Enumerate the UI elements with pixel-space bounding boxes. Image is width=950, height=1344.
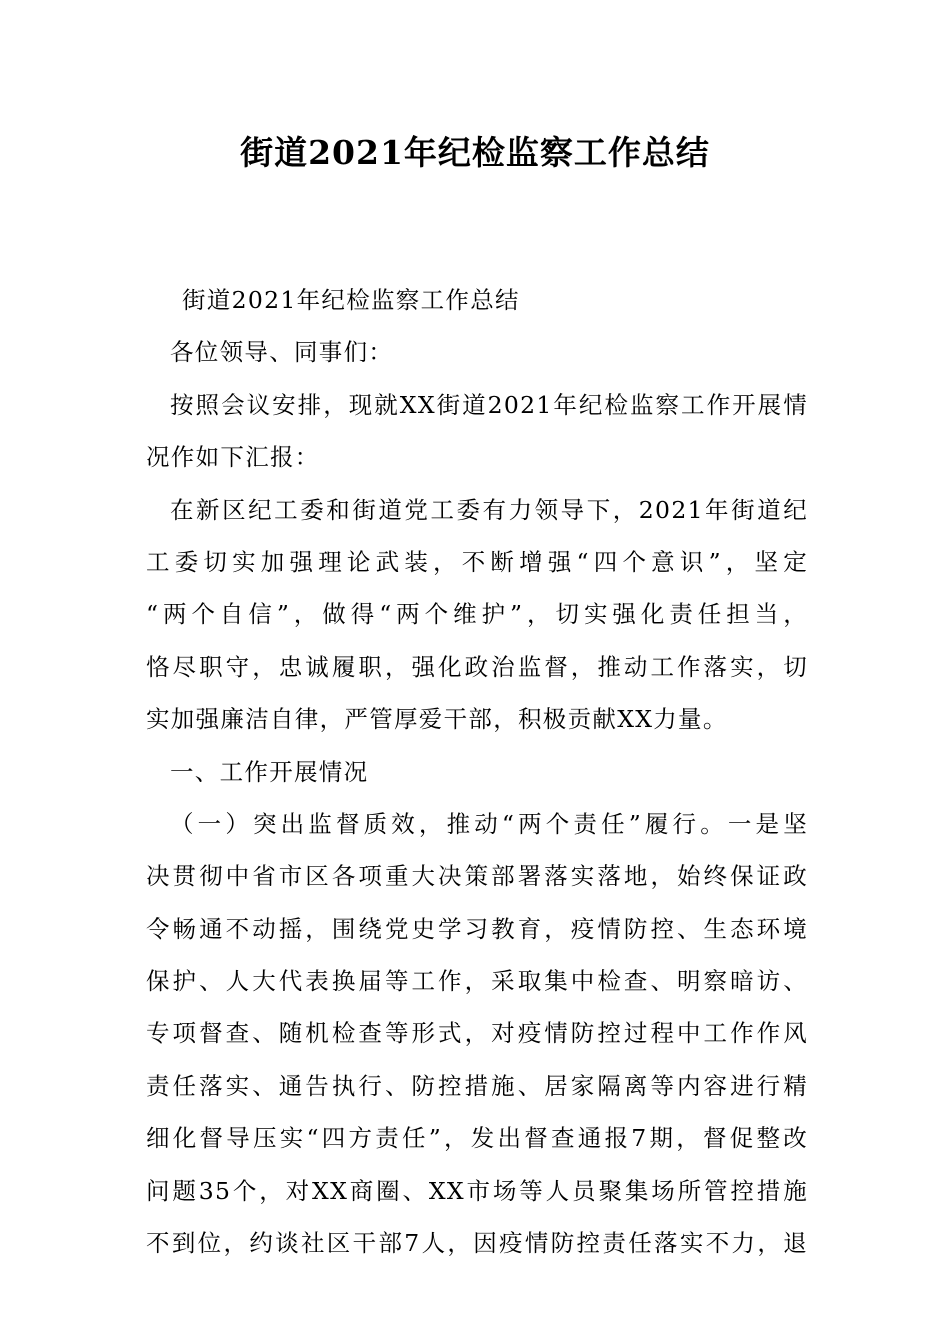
- paragraph-line: 恪尽职守，忠诚履职，强化政治监督，推动工作落实，切: [146, 652, 808, 681]
- paragraph-line: 按照会议安排，现就XX街道2021年纪检监察工作开展情: [170, 390, 808, 419]
- paragraph-line: 细化督导压实“四方责任”，发出督查通报7期，督促整改: [146, 1124, 808, 1153]
- document-subtitle: 街道2021年纪检监察工作总结: [182, 286, 520, 314]
- paragraph-line: 问题35个，对XX商圈、XX市场等人员聚集场所管控措施: [146, 1176, 808, 1205]
- document-body: [146, 274, 808, 1269]
- paragraph-line: 在新区纪工委和街道党工委有力领导下，2021年街道纪: [170, 495, 808, 524]
- document-title: 街道2021年纪检监察工作总结: [240, 133, 710, 172]
- paragraph-line: “两个自信”，做得“两个维护”，切实强化责任担当，: [146, 600, 808, 629]
- paragraph-line: 况作如下汇报：: [146, 443, 320, 472]
- paragraph-line: 工委切实加强理论武装，不断增强“四个意识”，坚定: [146, 547, 808, 576]
- paragraph-line: 令畅通不动摇，围绕党史学习教育，疫情防控、生态环境: [146, 914, 808, 943]
- paragraph-line: 不到位，约谈社区干部7人，因疫情防控责任落实不力，退: [146, 1229, 808, 1258]
- paragraph-line: 实加强廉洁自律，严管厚爱干部，积极贡献XX力量。: [146, 705, 728, 734]
- paragraph-line: 保护、人大代表换届等工作，采取集中检查、明察暗访、: [146, 967, 808, 996]
- paragraph-line: （一）突出监督质效，推动“两个责任”履行。一是坚: [170, 809, 808, 838]
- section-heading: 一、工作开展情况: [170, 757, 369, 786]
- paragraph-line: 专项督查、随机检查等形式，对疫情防控过程中工作作风: [146, 1019, 808, 1048]
- salutation: 各位领导、同事们：: [170, 338, 394, 367]
- paragraph-line: 责任落实、通告执行、防控措施、居家隔离等内容进行精: [146, 1071, 808, 1100]
- paragraph-line: 决贯彻中省市区各项重大决策部署落实落地，始终保证政: [146, 862, 808, 891]
